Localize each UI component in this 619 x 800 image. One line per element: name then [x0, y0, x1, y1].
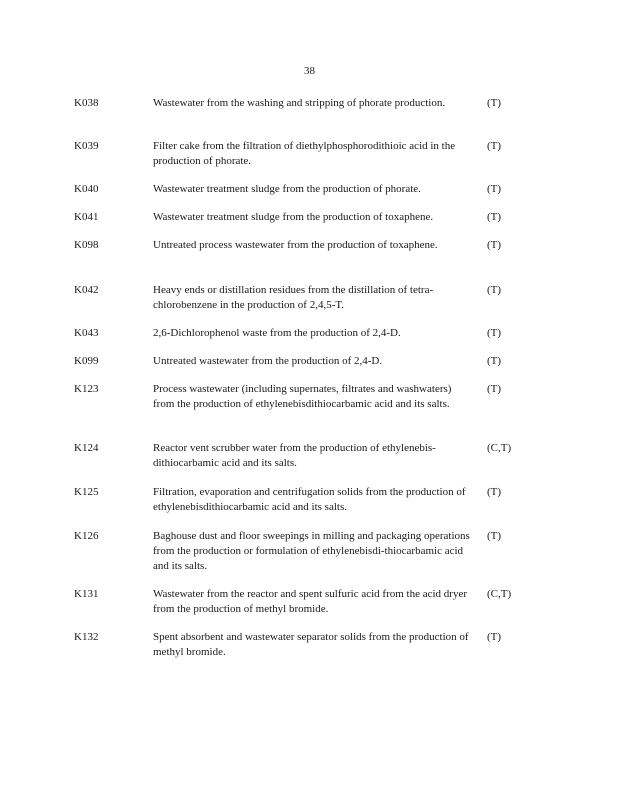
waste-description: Untreated process wastewater from the production of toxaphene. — [153, 239, 438, 251]
waste-code: K042 — [74, 284, 99, 296]
hazard-code: (T) — [487, 383, 502, 395]
waste-description: Filter cake from the filtration of diethylphosphorodithioic acid in the production of phorate. — [153, 140, 456, 167]
waste-code: K126 — [74, 530, 99, 542]
waste-description: Baghouse dust and floor sweepings in milling and packaging operations from the production or formulation of ethylenebisdi-thiocarbamic acid and its salts. — [153, 530, 470, 572]
hazard-code: (T) — [487, 183, 502, 195]
hazard-code: (T) — [487, 239, 502, 251]
waste-code: K123 — [74, 383, 99, 395]
hazard-code: (T) — [487, 530, 502, 542]
waste-code: K039 — [74, 140, 99, 152]
waste-code: K125 — [74, 486, 99, 498]
waste-description: Heavy ends or distillation residues from the distillation of tetra-chlorobenzene in the production of 2,4,5-T. — [153, 284, 434, 311]
waste-code: K041 — [74, 211, 99, 223]
page-number: 38 — [304, 65, 315, 77]
hazard-code: (T) — [487, 486, 502, 498]
waste-code: K132 — [74, 631, 99, 643]
waste-description: Process wastewater (including supernates, filtrates and washwaters) from the production of ethylenebisdithiocarbamic acid and its salts. — [153, 383, 452, 410]
waste-code: K131 — [74, 588, 99, 600]
waste-description: Wastewater from the washing and stripping of phorate production. — [153, 97, 446, 109]
waste-description: 2,6-Dichlorophenol waste from the production of 2,4-D. — [153, 327, 401, 339]
hazard-code: (T) — [487, 211, 502, 223]
hazard-code: (T) — [487, 327, 502, 339]
waste-code: K099 — [74, 355, 99, 367]
waste-code: K038 — [74, 97, 99, 109]
waste-code: K043 — [74, 327, 99, 339]
hazard-code: (T) — [487, 355, 502, 367]
waste-description: Spent absorbent and wastewater separator solids from the production of methyl bromide. — [153, 631, 469, 658]
hazard-code: (T) — [487, 284, 502, 296]
waste-description: Filtration, evaporation and centrifugation solids from the production of ethylenebisdithiocarbamic acid and its salts. — [153, 486, 466, 513]
waste-description: Wastewater from the reactor and spent sulfuric acid from the acid dryer from the production of methyl bromide. — [153, 588, 468, 615]
waste-code: K098 — [74, 239, 99, 251]
hazard-code: (C,T) — [487, 588, 512, 600]
waste-code: K124 — [74, 442, 99, 454]
waste-description: Wastewater treatment sludge from the production of phorate. — [153, 183, 421, 195]
waste-description: Reactor vent scrubber water from the production of ethylenebis-dithiocarbamic acid and its salts. — [153, 442, 436, 469]
hazard-code: (C,T) — [487, 442, 512, 454]
hazard-code: (T) — [487, 140, 502, 152]
hazard-code: (T) — [487, 631, 502, 643]
waste-description: Wastewater treatment sludge from the production of toxaphene. — [153, 211, 434, 223]
hazard-code: (T) — [487, 97, 502, 109]
waste-description: Untreated wastewater from the production of 2,4-D. — [153, 355, 383, 367]
waste-code: K040 — [74, 183, 99, 195]
